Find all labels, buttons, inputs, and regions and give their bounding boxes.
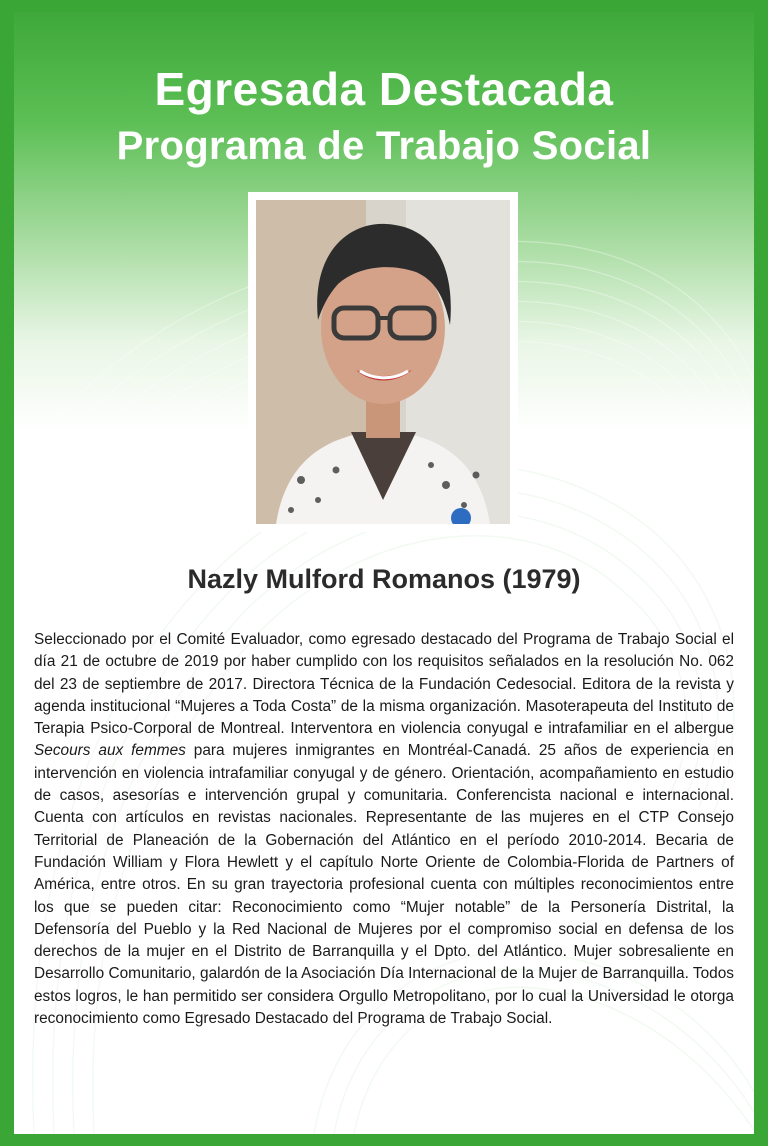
photo-frame bbox=[248, 192, 518, 532]
biography-part-2: para mujeres inmigrantes en Montréal-Canadá. 25 años de experiencia en intervención en violencia intrafamiliar conyugal y de género. Orientación, acompañamiento en estudio de casos, asesorías e intervención grupal y comunitaria. Conferencista nacional e internacional. Cuenta con artículos en revistas nacionales. Representante de las mujeres en el CTP Consejo Territorial de Planeación de la Gobernación del Atlántico en el período 2010-2014. Becaria de Fundación William y Flora Hewlett y el capítulo Norte Oriente de Colombia-Florida de Partners of América, entre otros. En su gran trayectoria profesional cuenta con múltiples reconocimientos entre los que se pueden citar: Reconocimiento como “Mujer notable” de la Personería Distrital, la Defensoría del Pueblo y la Red Nacional de Mujeres por el compromiso social en defensa de los derechos de la mujer en el Distrito de Barranquilla y el Dpto. del Atlántico. Mujer sobresaliente en Desarrollo Comunitario, galardón de la Asociación Día Internacional de la Mujer de Barranquilla. Todos estos logros, le han permitido ser considera Orgullo Metropolitano, por lo cual la Universidad le otorga reconocimiento como Egresado Destacado del Programa de Trabajo Social. bbox=[34, 742, 734, 1028]
graduate-name: Nazly Mulford Romanos (1979) bbox=[187, 564, 581, 594]
biography-part-1: Seleccionado por el Comité Evaluador, como egresado destacado del Programa de Trabajo Social el día 21 de octubre de 2019 por haber cumplido con los requisitos señalados en la resolución No. 062 del 23 de septiembre de 2017. Directora Técnica de la Fundación Cedesocial. Editora de la revista y agenda institucional “Mujeres a Toda Costa” de la misma organización. Masoterapeuta del Instituto de Terapia Psico-Corporal de Montreal. Interventora en violencia conyugal e intrafamiliar en el albergue bbox=[34, 631, 734, 738]
portrait-photo bbox=[256, 200, 510, 524]
page-subtitle: Programa de Trabajo Social bbox=[116, 124, 652, 168]
poster-panel bbox=[14, 12, 754, 1134]
biography-text bbox=[34, 629, 734, 1030]
biography-italic-term: Secours aux femmes bbox=[34, 742, 186, 760]
page-title: Egresada Destacada bbox=[154, 63, 614, 115]
portrait-illustration bbox=[256, 200, 510, 524]
